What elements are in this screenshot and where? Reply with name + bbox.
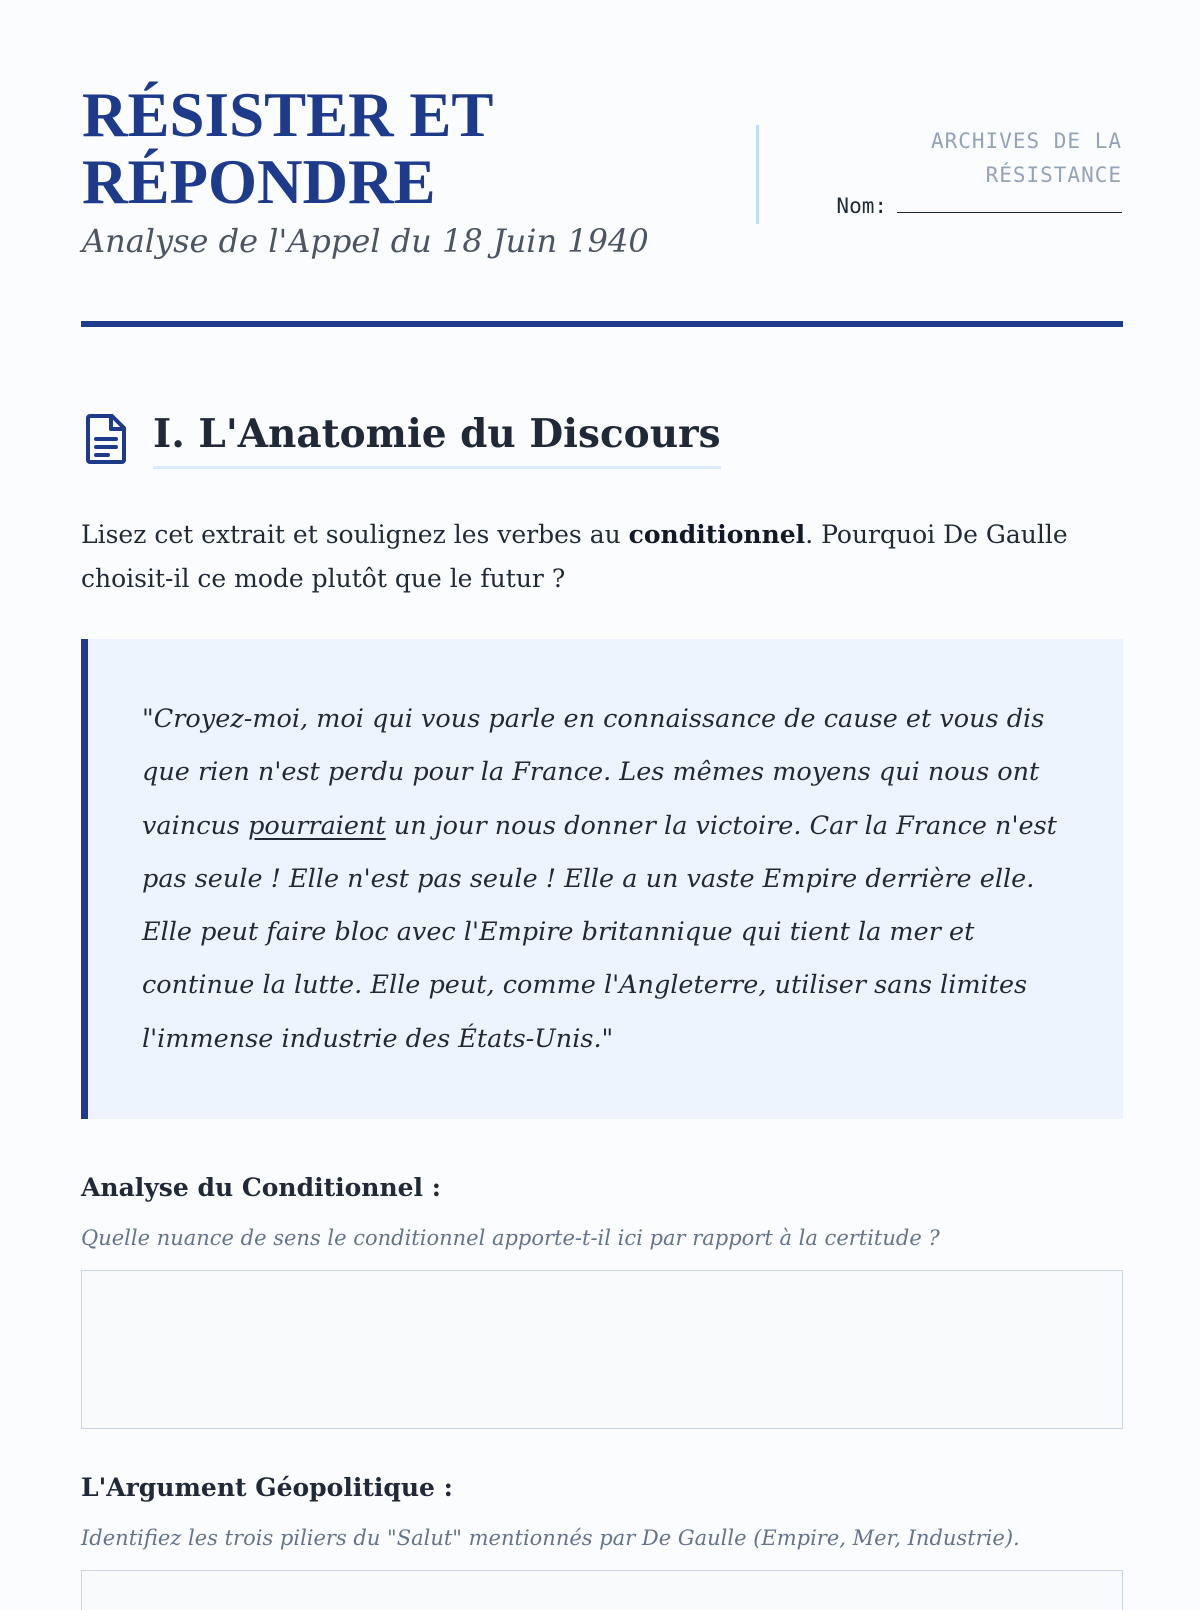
question-2-hint: Identifiez les trois piliers du "Salut" mentionnés par De Gaulle (Empire, Mer, Industrie). bbox=[81, 1526, 1020, 1550]
quote-part-2: un jour nous donner la victoire. Car la France n'est pas seule ! Elle n'est pas seule ! Elle a un vaste Empire derrière elle. Elle peut faire bloc avec l'Empire britannique qui tient la mer et continue la lutte. Elle peut, comme l'Angleterre, utiliser sans limites l'immense industrie des États-Unis." bbox=[142, 810, 1057, 1054]
answer-box-1[interactable] bbox=[81, 1270, 1123, 1429]
section-title: I. L'Anatomie du Discours bbox=[153, 408, 721, 469]
quote-part-1: "Croyez-moi, moi qui vous parle en connaissance de cause et vous dis que rien n'est perdu pour la France. Les mêmes moyens qui nous ont vaincus bbox=[142, 704, 1045, 841]
name-blank[interactable] bbox=[897, 190, 1122, 213]
archive-label bbox=[822, 124, 1122, 192]
answer-box-2[interactable] bbox=[81, 1570, 1123, 1610]
header-divider bbox=[756, 125, 759, 224]
page-subtitle: Analyse de l'Appel du 18 Juin 1940 bbox=[82, 222, 649, 260]
header-rule bbox=[81, 321, 1123, 327]
name-field-row bbox=[836, 189, 1122, 223]
archive-line-1: ARCHIVES DE LA bbox=[930, 129, 1122, 153]
name-label: Nom: bbox=[836, 194, 887, 218]
title-line-1: RÉSISTER ET bbox=[82, 80, 494, 150]
instruction-part-1: Lisez cet extrait et soulignez les verbes au bbox=[81, 520, 629, 549]
instruction-text bbox=[81, 513, 1123, 601]
quote-underlined-verb: pourraient bbox=[248, 810, 386, 841]
archive-line-2: RÉSISTANCE bbox=[985, 163, 1122, 187]
title-line-2: RÉPONDRE bbox=[82, 147, 436, 217]
document-icon bbox=[84, 412, 130, 466]
instruction-bold: conditionnel bbox=[628, 520, 806, 549]
instruction-part-2: . Pourquoi De Gaulle choisit-il ce mode plutôt que le futur ? bbox=[81, 520, 1068, 593]
question-1-label: Analyse du Conditionnel : bbox=[81, 1173, 441, 1202]
question-1-hint: Quelle nuance de sens le conditionnel apporte-t-il ici par rapport à la certitude ? bbox=[81, 1226, 940, 1250]
quote-text bbox=[142, 693, 1072, 1066]
question-2-label: L'Argument Géopolitique : bbox=[81, 1473, 453, 1502]
page-title bbox=[82, 82, 493, 216]
